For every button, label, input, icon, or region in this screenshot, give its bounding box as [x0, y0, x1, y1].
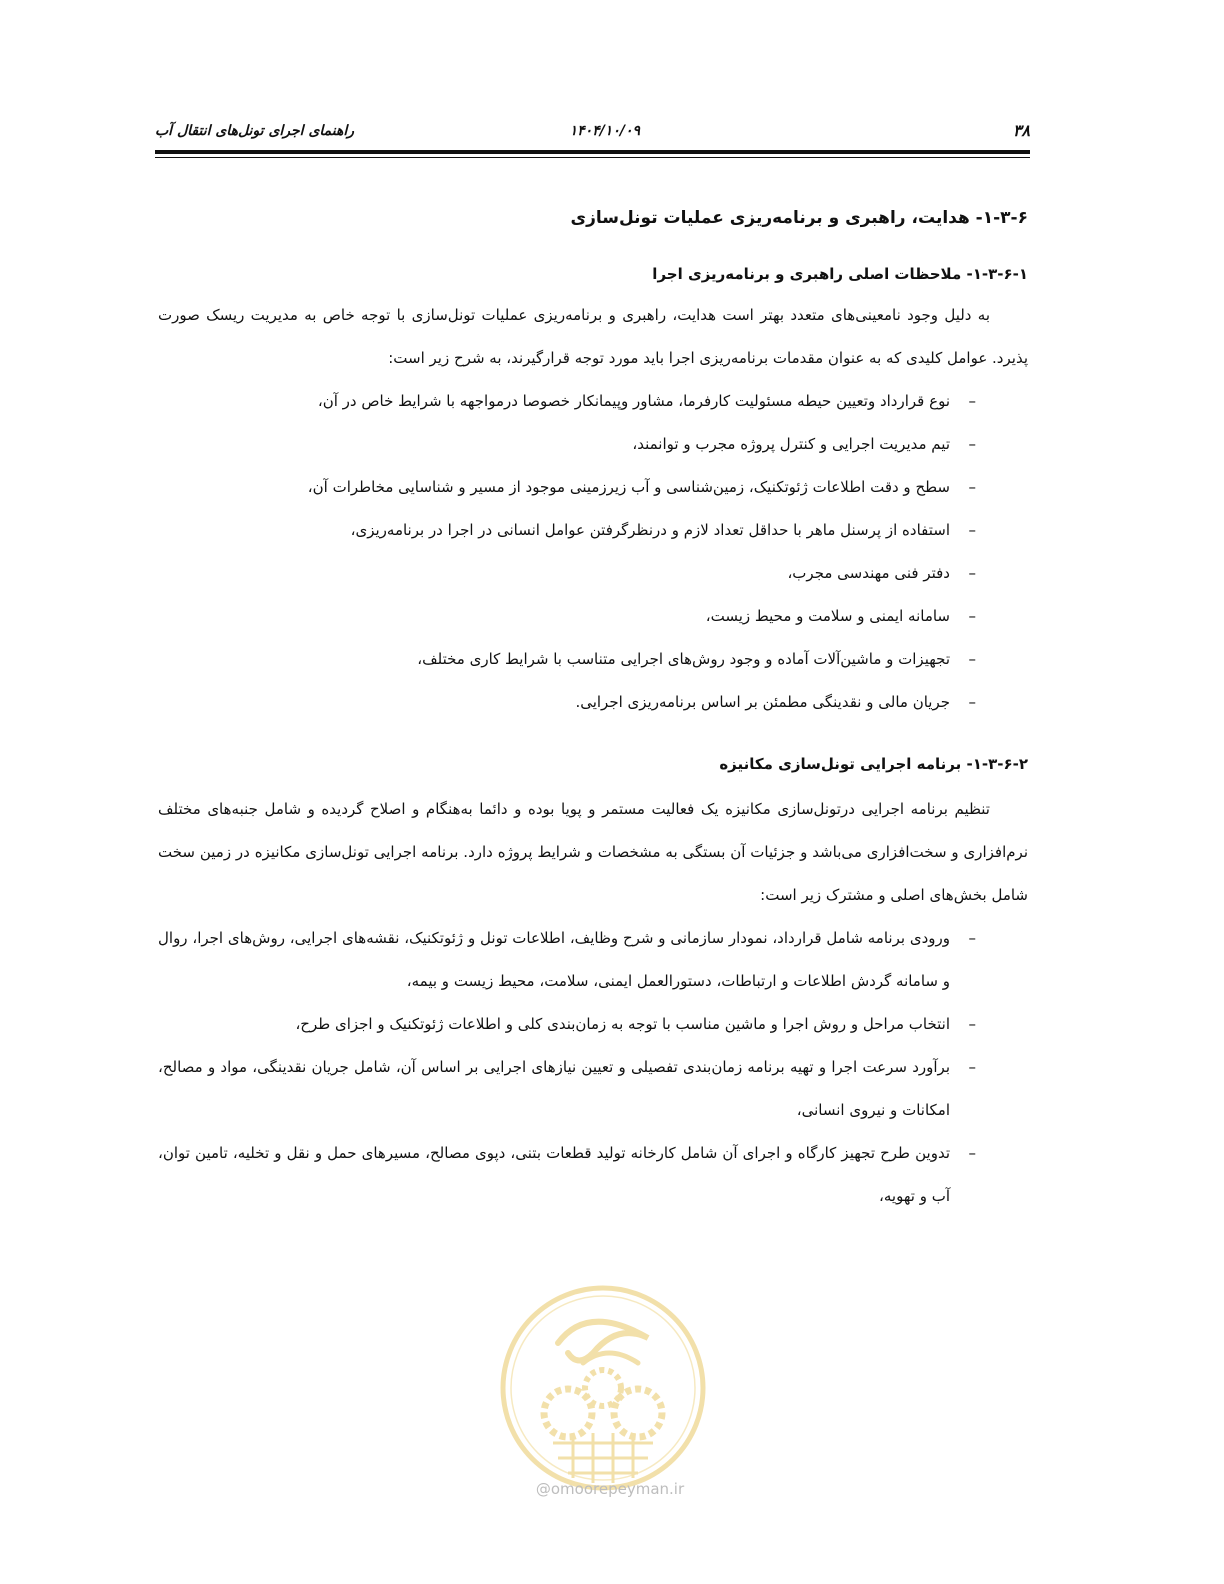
list-dash: – [968, 929, 976, 947]
watermark-url: @omoorepeyman.ir [535, 1480, 685, 1498]
header-document-title: راهنمای اجرای تونل‌های انتقال آب [155, 123, 355, 139]
list-dash: – [968, 392, 976, 410]
list-dash: – [968, 693, 976, 711]
subsection-1-list [158, 380, 1028, 724]
list-dash: – [968, 478, 976, 496]
list-dash: – [968, 1144, 976, 1162]
list-item: – انتخاب مراحل و روش اجرا و ماشین مناسب با توجه به زمان‌بندی کلی و اطلاعات ژئوتکنیک و اجزای طرح، [158, 1003, 1028, 1046]
gear-icon [614, 1389, 662, 1437]
subsection-2-paragraph: تنظیم برنامه اجرایی درتونل‌سازی مکانیزه یک فعالیت مستمر و پویا بوده و دائما به‌هنگام و اصلاح گردیده و شامل جنبه‌های مختلف نرم‌افزاری و سخت‌افزاری می‌باشد و جزئیات آن بستگی به مشخصات و شرایط پروژه دارد. برنامه اجرایی تونل‌سازی مکانیزه در زمین سخت شامل بخش‌های اصلی و مشترک زیر است: [158, 800, 1028, 904]
list-item: – سامانه ایمنی و سلامت و محیط زیست، [158, 595, 1028, 638]
watermark-logo [498, 1283, 708, 1498]
main-content [158, 196, 1028, 1218]
list-item: – نوع قرارداد وتعیین حیطه مسئولیت کارفرما، مشاور وپیمانکار خصوصا درمواجهه با شرایط خاص در آن، [158, 380, 1028, 423]
list-dash: – [968, 435, 976, 453]
section-heading: ۱-۳-۶- هدایت، راهبری و برنامه‌ریزی عملیات تونل‌سازی [570, 208, 1028, 228]
header-date: ۱۴۰۴/۱۰/۰۹ [569, 123, 640, 139]
grid-icon [553, 1433, 653, 1483]
header-rule-thin [155, 157, 1030, 158]
list-dash: – [968, 564, 976, 582]
list-dash: – [968, 521, 976, 539]
list-item: – تیم مدیریت اجرایی و کنترل پروژه مجرب و توانمند، [158, 423, 1028, 466]
subsection-1-heading: ۱-۳-۶-۱- ملاحظات اصلی راهبری و برنامه‌ریزی اجرا [652, 265, 1028, 283]
subsection-2-heading: ۱-۳-۶-۲- برنامه اجرایی تونل‌سازی مکانیزه [719, 755, 1028, 773]
list-item: – ورودی برنامه شامل قرارداد، نمودار سازمانی و شرح وظایف، اطلاعات تونل و ژئوتکنیک، نقشه‌های اجرایی، روش‌های اجرا، روال و سامانه گردش اطلاعات و ارتباطات، دستورالعمل ایمنی، سلامت، محیط زیست و بیمه، [158, 917, 1028, 1003]
subsection-1-paragraph: به دلیل وجود نامعینی‌های متعدد بهتر است هدایت، راهبری و برنامه‌ریزی عملیات تونل‌سازی با توجه خاص به مدیریت ریسک صورت پذیرد. عوامل کلیدی که به عنوان مقدمات برنامه‌ریزی اجرا باید مورد توجه قرارگیرند، به شرح زیر است: [158, 306, 1028, 367]
list-item: – برآورد سرعت اجرا و تهیه برنامه زمان‌بندی تفصیلی و تعیین نیازهای اجرایی بر اساس آن، شامل جریان نقدینگی، مواد و مصالح، امکانات و نیروی انسانی، [158, 1046, 1028, 1132]
subsection-2-list [158, 917, 1028, 1218]
page-number: ۳۸ [1012, 121, 1030, 140]
list-dash: – [968, 1058, 976, 1076]
list-dash: – [968, 650, 976, 668]
list-dash: – [968, 1015, 976, 1033]
list-item: – استفاده از پرسنل ماهر با حداقل تعداد لازم و درنظرگرفتن عوامل انسانی در اجرا در برنامه‌ریزی، [158, 509, 1028, 552]
list-item: – جریان مالی و نقدینگی مطمئن بر اساس برنامه‌ریزی اجرایی. [158, 681, 1028, 724]
gear-icon [585, 1370, 621, 1406]
header-rule-thick [155, 150, 1030, 154]
list-item: – تدوین طرح تجهیز کارگاه و اجرای آن شامل کارخانه تولید قطعات بتنی، دپوی مصالح، مسیرهای حمل و نقل و تخلیه، تامین توان، آب و تهویه، [158, 1132, 1028, 1218]
list-item: – تجهیزات و ماشین‌آلات آماده و وجود روش‌های اجرایی متناسب با شرایط کاری مختلف، [158, 638, 1028, 681]
list-item: – دفتر فنی مهندسی مجرب، [158, 552, 1028, 595]
list-item: – سطح و دقت اطلاعات ژئوتکنیک، زمین‌شناسی و آب زیرزمینی موجود از مسیر و شناسایی مخاطرات آن، [158, 466, 1028, 509]
page-header [155, 118, 1030, 148]
list-dash: – [968, 607, 976, 625]
